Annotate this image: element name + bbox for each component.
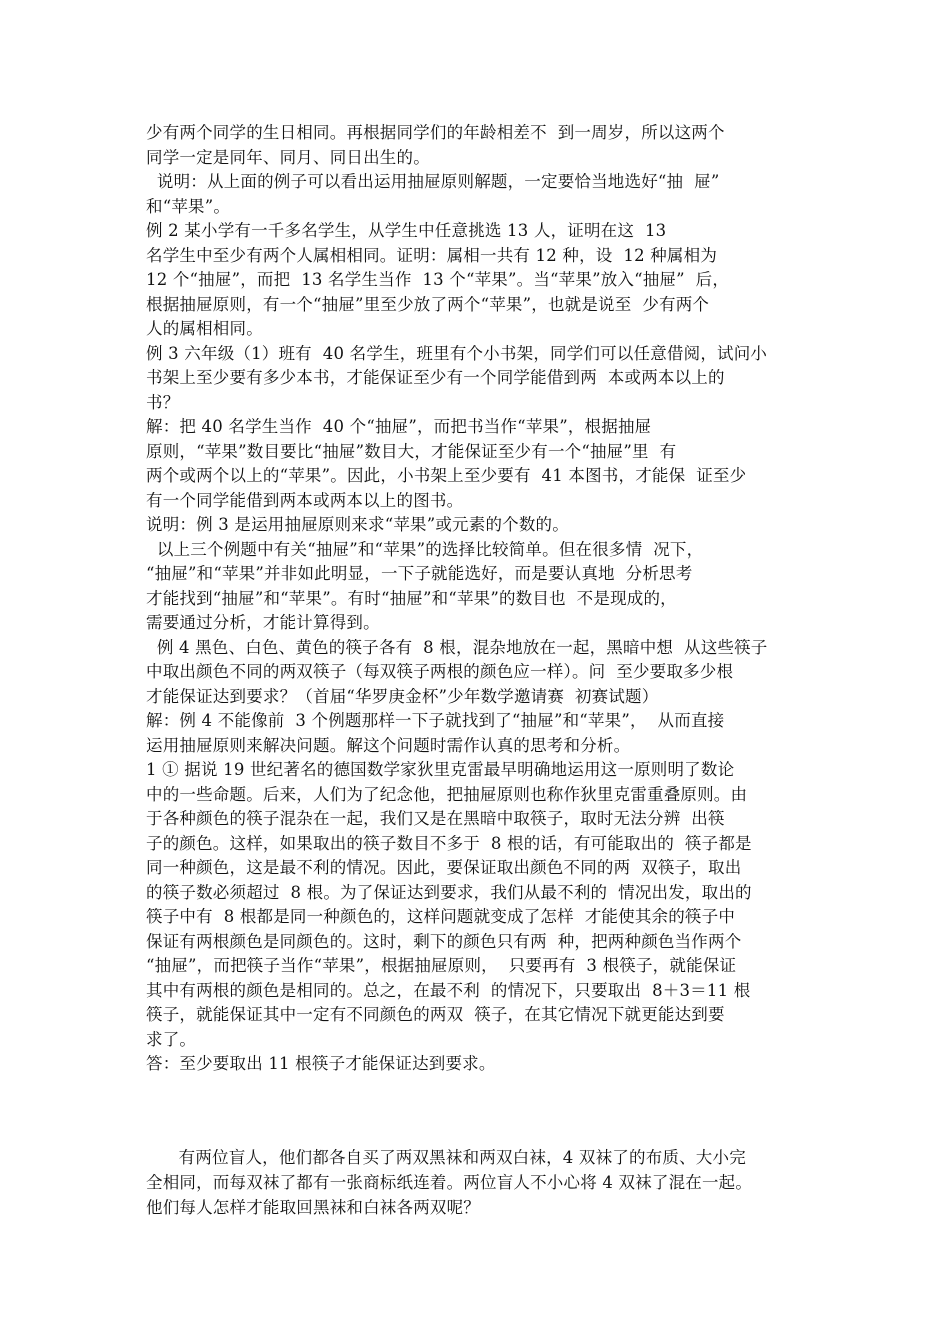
text-line: 说明：例 3 是运用抽屉原则来求“苹果”或元素的个数的。 [146,515,569,534]
text-line: 子的颜色。这样，如果取出的筷子数目不多于 8 根的话，有可能取出的 筷子都是 [146,833,752,853]
text-line: 说明：从上面的例子可以看出运用抽屉原则解题，一定要恰当地选好“抽 屉” [146,172,720,191]
text-line: 和“苹果”。 [146,196,231,216]
text-line: 同学一定是同年、同月、同日出生的。 [146,147,430,167]
text-line: 中取出颜色不同的两双筷子（每双筷子两根的颜色应一样）。问 至少要取多少根 [146,662,734,681]
text-line: 1 ① 据说 19 世纪著名的德国数学家狄里克雷最早明确地运用这一原则明了数论 [146,760,735,779]
text-line: 12 个“抽屉”，而把 13 名学生当作 13 个“苹果”。当“苹果”放入“抽屉” 后， [146,270,730,289]
text-line: “抽屉”，而把筷子当作“苹果”，根据抽屉原则， 只要再有 3 根筷子，就能保证 [146,956,737,975]
text-line: 运用抽屉原则来解决问题。解这个问题时需作认真的思考和分析。 [146,735,631,755]
text-line: 全相同，而每双袜了都有一张商标纸连着。两位盲人不小心将 4 双袜了混在一起。 [146,1173,753,1192]
text-line: 书？ [146,392,180,412]
text-line: “抽屉”和“苹果”并非如此明显，一下子就能选好，而是要认真地 分析思考 [146,564,693,583]
text-line: 原则，“苹果”数目要比“抽屉”数目大，才能保证至少有一个“抽屉”里 有 [146,441,677,461]
text-line: 于各种颜色的筷子混杂在一起，我们又是在黑暗中取筷子，取时无法分辨 出筷 [146,809,725,828]
text-line: 有一个同学能借到两本或两本以上的图书。 [146,490,464,510]
text-line: 答：至少要取出 11 根筷子才能保证达到要求。 [146,1054,496,1073]
text-line: 两个或两个以上的“苹果”。因此，小书架上至少要有 41 本图书，才能保 证至少 [146,466,747,485]
text-line: 书架上至少要有多少本书，才能保证至少有一个同学能借到两 本或两本以上的 [146,368,725,387]
text-line: 保证有两根颜色是同颜色的。这时，剩下的颜色只有两 种，把两种颜色当作两个 [146,931,742,951]
socks-problem-paragraph [146,1145,826,1220]
text-line: 例 4 黑色、白色、黄色的筷子各有 8 根，混杂地放在一起，黑暗中想 从这些筷子 [146,637,768,657]
text-line: 需要通过分析，才能计算得到。 [146,613,380,632]
text-line: 人的属相相同。 [146,319,263,338]
text-line: 名学生中至少有两个人属相相同。证明：属相一共有 12 种，设 12 种属相为 [146,245,718,265]
text-line: 其中有两根的颜色是相同的。总之，在最不利 的情况下，只要取出 8＋3＝11 根 [146,980,751,1000]
text-line: 才能找到“抽屉”和“苹果”。有时“抽屉”和“苹果”的数目也 不是现成的， [146,588,677,608]
text-line: 解：例 4 不能像前 3 个例题那样一下子就找到了“抽屉”和“苹果”， 从而直接 [146,711,725,730]
text-line: 同一种颜色，这是最不利的情况。因此，要保证取出颜色不同的两 双筷子，取出 [146,858,742,877]
text-line: 例 3 六年级（1）班有 40 名学生，班里有个小书架，同学们可以任意借阅，试问小 [146,343,768,363]
text-line: 筷子中有 8 根都是同一种颜色的，这样问题就变成了怎样 才能使其余的筷子中 [146,907,736,926]
text-line: 的筷子数必须超过 8 根。为了保证达到要求，我们从最不利的 情况出发，取出的 [146,882,752,902]
text-line: 少有两个同学的生日相同。再根据同学们的年龄相差不 到一周岁，所以这两个 [146,123,725,142]
text-line: 才能保证达到要求？（首届“华罗庚金杯”少年数学邀请赛 初赛试题） [146,686,659,706]
main-text-block [146,121,811,1077]
text-line: 解：把 40 名学生当作 40 个“抽屉”，而把书当作“苹果”，根据抽屉 [146,417,652,436]
text-line: 中的一些命题。后来，人们为了纪念他，把抽屉原则也称作狄里克雷重叠原则。由 [146,784,748,804]
text-line: 筷子，就能保证其中一定有不同颜色的两双 筷子，在其它情况下就更能达到要 [146,1005,725,1024]
text-line: 例 2 某小学有一千多名学生，从学生中任意挑选 13 人，证明在这 13 [146,221,667,240]
text-line: 他们每人怎样才能取回黑袜和白袜各两双呢？ [146,1198,480,1217]
text-line: 以上三个例题中有关“抽屉”和“苹果”的选择比较简单。但在很多情 况下， [146,539,704,559]
text-line: 有两位盲人，他们都各自买了两双黑袜和两双白袜，4 双袜了的布质、大小完 [146,1148,746,1167]
text-line: 根据抽屉原则，有一个“抽屉”里至少放了两个“苹果”，也就是说至 少有两个 [146,294,710,314]
text-line: 求了。 [146,1029,197,1049]
